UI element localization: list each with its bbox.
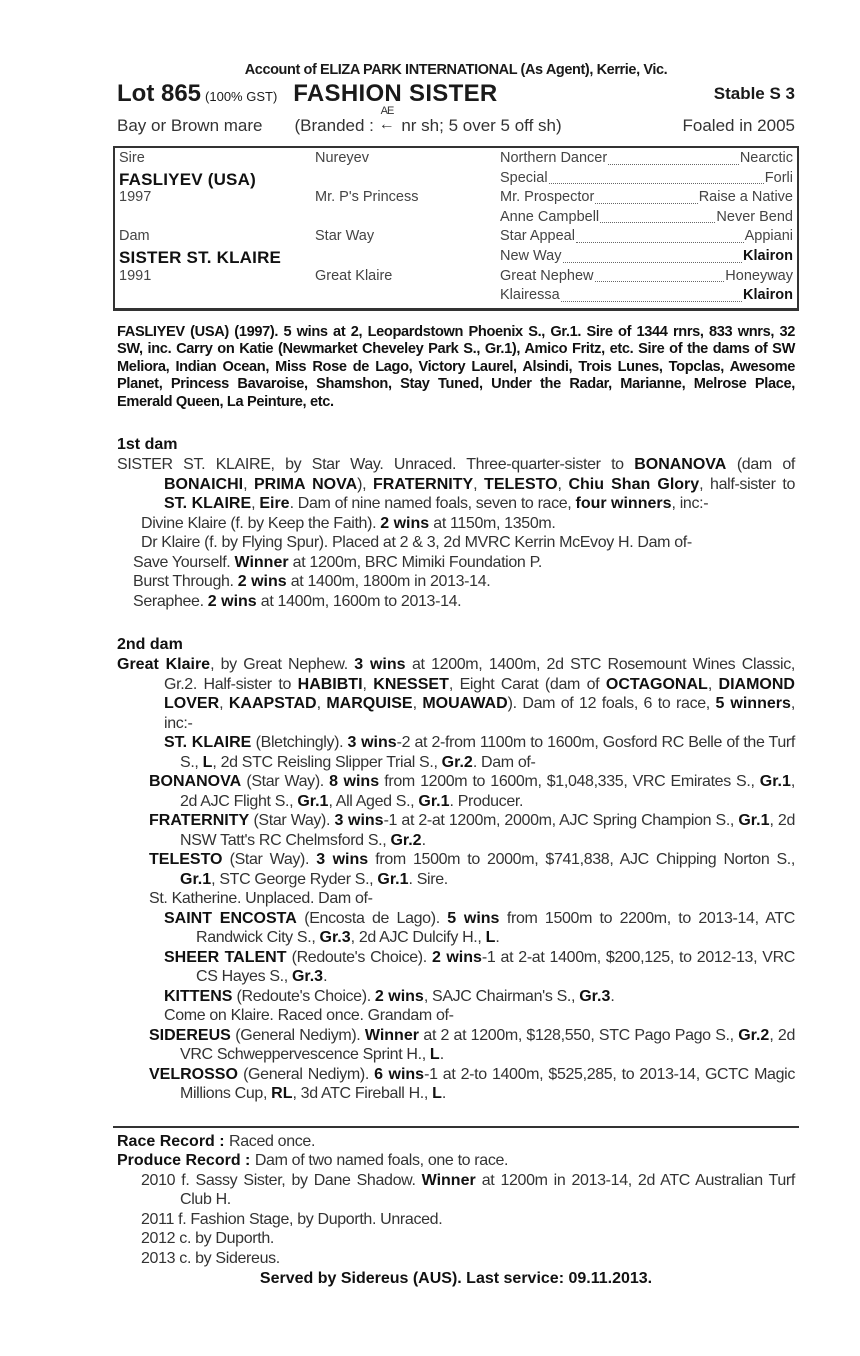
bold-text: Gr.1 — [418, 792, 450, 810]
bold-text: VELROSSO — [149, 1065, 238, 1083]
second-dam-paragraph — [117, 655, 795, 733]
great-grandparent-row — [500, 209, 793, 229]
text: , SAJC Chairman's S., — [423, 987, 580, 1005]
text: . — [323, 968, 328, 986]
text: , — [362, 675, 374, 693]
text: from 1200m to 1600m, $1,048,335, VRC Emirates S., — [379, 773, 760, 791]
records-paragraph — [117, 1210, 795, 1230]
text: Burst Through. — [133, 573, 238, 591]
vendor-account: Account of ELIZA PARK INTERNATIONAL (As Agent), Kerrie, Vic. — [244, 62, 668, 78]
second-dam-paragraph — [117, 1006, 795, 1026]
bold-text: Gr.1 — [377, 870, 409, 888]
leader-dots — [561, 300, 742, 302]
great-grandparent-name: Anne Campbell — [500, 208, 600, 225]
text: , — [316, 695, 327, 713]
text: St. Katherine. Unplaced. Dam of- — [149, 890, 373, 908]
text: -2 at 2-from 1100m to 1600m, Gosford RC Belle of the Turf S., — [180, 734, 795, 771]
text: (Star Way). — [241, 773, 330, 791]
text: at 1400m, 1600m to 2013-14. — [256, 592, 462, 610]
great-grandparent-name: Northern Dancer — [500, 150, 608, 166]
second-dam-paragraph — [117, 889, 795, 909]
records-paragraph — [117, 1249, 795, 1269]
text: 2013 c. by Sidereus. — [141, 1249, 280, 1267]
first-dam-paragraph — [117, 553, 795, 573]
bold-text: Gr.1 — [180, 870, 212, 888]
bold-text: 3 wins — [316, 851, 369, 869]
lot-header — [117, 80, 795, 110]
bold-text: Winner — [421, 1171, 476, 1189]
leader-dots — [595, 202, 697, 204]
bold-text: Race Record : — [117, 1132, 230, 1150]
horse-description — [117, 105, 795, 136]
records-paragraph — [117, 1132, 795, 1152]
bold-text: FRATERNITY — [373, 475, 474, 493]
text: . Dam of nine named foals, seven to race, — [289, 495, 576, 513]
text: from 1500m to 2000m, $741,838, AJC Chipping Norton S., — [368, 851, 795, 869]
text: , 3d ATC Fireball H., — [292, 1085, 433, 1103]
first-dam-heading: 1st dam — [117, 436, 178, 454]
bold-text: KNESSET — [373, 675, 449, 693]
grandsire-paternal: Nureyev — [315, 150, 369, 166]
bold-text: Gr.2 — [390, 831, 422, 849]
records-paragraph — [117, 1171, 795, 1210]
text: (Redoute's Choice). — [232, 987, 375, 1005]
great-grandparent-name: Mr. Prospector — [500, 189, 595, 206]
granddam-maternal: Great Klaire — [315, 267, 393, 284]
bold-text: 2 wins — [431, 948, 482, 966]
sire-year: 1997 — [119, 189, 152, 206]
bold-text: Gr.3 — [291, 968, 324, 986]
second-dam-paragraph — [117, 850, 795, 889]
text: , — [412, 695, 423, 713]
bold-text: Gr.3 — [319, 929, 351, 947]
great-grandparent-name: New Way — [500, 247, 562, 264]
leader-dots — [595, 280, 725, 282]
dam-year: 1991 — [119, 267, 152, 284]
bold-text: RL — [271, 1085, 293, 1103]
great-grandparent-row — [500, 268, 793, 288]
text: . Sire. — [408, 870, 448, 888]
text: -1 at 2-at 1400m, $200,125, to 2012-13, VRC CS Hayes S., — [196, 948, 795, 986]
text: , STC George Ryder S., — [211, 870, 378, 888]
leader-dots — [600, 221, 715, 223]
bold-text: L — [202, 753, 213, 771]
leader-dots — [576, 241, 744, 243]
dam-name: SISTER ST. KLAIRE — [119, 247, 282, 267]
text: 2012 c. by Duporth. — [141, 1230, 274, 1248]
great-grandparent-sire: Appiani — [744, 228, 793, 245]
second-dam-paragraph — [117, 1065, 795, 1104]
text: , 2d VRC Schweppervescence Sprint H., — [180, 1026, 795, 1064]
text: , 2d AJC Flight S., — [180, 773, 796, 810]
bold-text: KITTENS — [164, 987, 233, 1005]
text: , by Great Nephew. — [210, 656, 355, 674]
catalogue-page — [117, 62, 795, 1288]
sire-label: Sire — [119, 150, 145, 166]
text: , half-sister to — [699, 475, 795, 493]
great-grandparent-row — [500, 150, 793, 170]
text: (General Nediym). — [237, 1065, 375, 1083]
brand-mark-icon — [378, 105, 397, 133]
bold-text: Chiu Shan Glory — [568, 475, 700, 493]
text: 2010 f. Sassy Sister, by Dane Shadow. — [141, 1171, 422, 1189]
great-grandparent-sire: Never Bend — [716, 208, 793, 225]
section-divider — [113, 1126, 799, 1128]
bold-text: KAAPSTAD — [228, 695, 317, 713]
text: , 2d STC Reisling Slipper Trial S., — [212, 753, 442, 771]
bold-text: ST. KLAIRE — [164, 734, 252, 752]
bold-text: MARQUISE — [326, 695, 413, 713]
dam-label: Dam — [119, 228, 150, 245]
text: , — [219, 695, 229, 713]
great-grandparent-sire: Klairon — [743, 247, 793, 264]
bold-text: Produce Record : — [117, 1152, 255, 1170]
bold-text: Gr.2 — [441, 753, 473, 771]
first-dam-paragraph — [117, 514, 795, 534]
bold-text: SAINT ENCOSTA — [164, 909, 297, 927]
second-dam-paragraph — [117, 909, 795, 948]
bold-text: Gr.1 — [759, 773, 791, 791]
text: . — [421, 831, 426, 849]
text: , — [251, 495, 260, 513]
bold-text: four winners — [575, 495, 672, 513]
great-grandparent-row — [500, 228, 793, 248]
bold-text: ST. KLAIRE — [164, 495, 252, 513]
bold-text: BONANOVA — [634, 456, 727, 474]
text: from 1500m to 2200m, to 2013-14, ATC Randwick City S., — [196, 909, 795, 947]
foaled-year: Foaled in 2005 — [682, 116, 795, 135]
bold-text: BONAICHI — [164, 475, 244, 493]
bold-text: 5 winners — [715, 695, 791, 713]
bold-text: Great Klaire — [117, 656, 211, 674]
great-grandparent-sire: Honeyway — [725, 267, 793, 284]
second-dam-paragraph — [117, 811, 795, 850]
bold-text: 5 wins — [447, 909, 500, 927]
text: at 1200m in 2013-14, 2d ATC Australian Turf Club H. — [180, 1171, 795, 1209]
bold-text: 6 wins — [374, 1065, 425, 1083]
second-dam-paragraph — [117, 733, 795, 772]
bold-text: 3 wins — [354, 656, 406, 674]
lot-number: Lot 865 — [117, 80, 202, 107]
text: -1 at 2-to 1400m, $525,285, to 2013-14, GCTC Magic Millions Cup, — [180, 1065, 795, 1103]
second-dam-paragraph — [117, 987, 795, 1007]
bold-text: 2 wins — [207, 592, 257, 610]
great-grandparent-row — [500, 248, 793, 268]
text: , 2d NSW Tatt's RC Chelmsford S., — [180, 812, 795, 849]
text: at 1150m, 1350m. — [429, 514, 556, 532]
text: ). Dam of 12 foals, 6 to race, — [507, 695, 716, 713]
text: (General Nediym). — [230, 1026, 365, 1044]
text: . Dam of- — [472, 753, 536, 771]
sire-summary: FASLIYEV (USA) (1997). 5 wins at 2, Leopardstown Phoenix S., Gr.1. Sire of 1344 rnrs, 833 wnrs, 32 SW, inc. Carry on Katie (Newmarket Cheveley Park S., Gr.1), Amico Fritz, etc. Sire of the dams of SW Meliora, Indian Ocean, Miss Rose de Lago, Victory Laurel, Alsindi, Trois Lunes, Topclas, Awesome Planet, Princess Bavaroise, Shamshon, Stay Tuned, Under the Radar, Marianne, Melrose Place, Emerald Queen, La Peinture, etc. — [117, 323, 795, 410]
leader-dots — [608, 163, 739, 165]
records-section — [117, 1132, 795, 1269]
leader-dots — [549, 182, 764, 184]
text: SISTER ST. KLAIRE, by Star Way. Unraced. Three-quarter-sister to — [117, 456, 635, 474]
text: at 1200m, 1400m, 2d STC Rosemount Wines Classic, Gr.2. Half-sister to — [164, 656, 795, 693]
bold-text: L — [429, 1046, 440, 1064]
bold-text: 3 wins — [334, 812, 384, 830]
text: (Star Way). — [222, 851, 317, 869]
text: . — [441, 1085, 446, 1103]
text: (Star Way). — [249, 812, 335, 830]
text: Dam of two named foals, one to race. — [254, 1152, 509, 1170]
text: -1 at 2-at 1200m, 2000m, AJC Spring Champion S., — [383, 812, 739, 830]
bold-text: Gr.1 — [738, 812, 770, 830]
grandsire-maternal: Star Way — [315, 228, 375, 245]
bold-text: L — [485, 929, 496, 947]
text: (Redoute's Choice). — [286, 948, 432, 966]
text: . — [439, 1046, 444, 1064]
bold-text: DIAMOND LOVER — [164, 675, 795, 713]
text: Come on Klaire. Raced once. Grandam of- — [164, 1007, 454, 1025]
brand-letters: AE — [380, 105, 394, 117]
great-grandparent-row — [500, 189, 793, 209]
text: ), — [357, 475, 374, 493]
great-grandparent-sire: Klairon — [743, 287, 793, 304]
bold-text: HABIBTI — [297, 675, 363, 693]
brand-arrow-icon: ← — [378, 116, 395, 133]
bold-text: TELESTO — [149, 851, 223, 869]
second-dam-heading: 2nd dam — [117, 636, 183, 654]
second-dam-paragraph — [117, 948, 795, 987]
granddam-paternal: Mr. P's Princess — [315, 189, 419, 206]
text: , — [707, 675, 719, 693]
great-grandparent-sire: Forli — [764, 169, 793, 186]
text: , inc:- — [164, 695, 795, 732]
horse-name: FASHION SISTER — [293, 80, 498, 107]
text: Seraphee. — [133, 592, 208, 610]
records-paragraph — [117, 1229, 795, 1249]
sire-name: FASLIYEV (USA) — [119, 169, 256, 189]
second-dam-paragraph — [117, 1026, 795, 1065]
great-grandparent-name: Great Nephew — [500, 267, 594, 284]
bold-text: L — [432, 1085, 442, 1103]
text: at 2 at 1200m, $128,550, STC Pago Pago S., — [418, 1026, 739, 1044]
brand-info — [294, 105, 562, 136]
great-grandparent-name: Klairessa — [500, 287, 560, 304]
great-grandparent-row — [500, 287, 793, 307]
bold-text: SHEER TALENT — [164, 948, 287, 966]
first-dam-paragraph — [117, 455, 795, 514]
bold-text: MOUAWAD — [422, 695, 508, 713]
bold-text: 8 wins — [329, 773, 380, 791]
bold-text: SIDEREUS — [149, 1026, 231, 1044]
great-grandparent-row — [500, 170, 793, 190]
text: , All Aged S., — [328, 792, 419, 810]
bold-text: BONANOVA — [149, 773, 242, 791]
second-dam-paragraph — [117, 772, 795, 811]
text: , 2d AJC Dulcify H., — [350, 929, 486, 947]
text: . — [610, 987, 615, 1005]
text: Raced once. — [229, 1132, 316, 1150]
bold-text: 2 wins — [380, 514, 430, 532]
bold-text: PRIMA NOVA — [254, 475, 358, 493]
text: , — [557, 475, 569, 493]
bold-text: OCTAGONAL — [605, 675, 708, 693]
bold-text: 3 wins — [347, 734, 397, 752]
first-dam-paragraph — [117, 533, 795, 553]
bold-text: Eire — [259, 495, 290, 513]
first-dam-paragraph — [117, 572, 795, 592]
service-note: Served by Sidereus (AUS). Last service: 09.11.2013. — [259, 1270, 653, 1288]
text: . — [495, 929, 500, 947]
first-dam-paragraph — [117, 592, 795, 612]
great-grandparent-sire: Raise a Native — [698, 189, 793, 206]
bold-text: Winner — [364, 1026, 419, 1044]
bold-text: 2 wins — [374, 987, 424, 1005]
records-paragraph — [117, 1151, 795, 1171]
bold-text: Gr.1 — [297, 792, 329, 810]
first-dam-section — [117, 435, 795, 611]
second-dam-section — [117, 635, 795, 1104]
great-grandparent-sire: Nearctic — [739, 150, 793, 166]
bold-text: Gr.3 — [579, 987, 611, 1005]
bold-text: TELESTO — [484, 475, 558, 493]
text: , — [473, 475, 485, 493]
colour-sex: Bay or Brown mare — [117, 116, 263, 135]
leader-dots — [563, 261, 743, 263]
text: Divine Klaire (f. by Keep the Faith). — [141, 514, 381, 532]
text: . Producer. — [449, 792, 524, 810]
branded-suffix: nr sh; 5 over 5 off sh) — [396, 116, 562, 135]
text: Save Yourself. — [133, 553, 235, 571]
text: at 1200m, BRC Mimiki Foundation P. — [288, 553, 542, 571]
text: 2011 f. Fashion Stage, by Duporth. Unraced. — [141, 1210, 443, 1228]
great-grandparent-name: Star Appeal — [500, 228, 575, 245]
text: (Bletchingly). — [251, 734, 348, 752]
bold-text: FRATERNITY — [149, 812, 250, 830]
text: (Encosta de Lago). — [296, 909, 448, 927]
bold-text: 2 wins — [237, 573, 287, 591]
great-grandparent-name: Special — [500, 169, 548, 186]
text: , — [243, 475, 254, 493]
bold-text: Winner — [234, 553, 289, 571]
stable-location: Stable S 3 — [713, 84, 795, 103]
bold-text: Gr.2 — [738, 1026, 770, 1044]
text: , Eight Carat (dam of — [448, 675, 606, 693]
pedigree-table — [113, 146, 799, 311]
text: (dam of — [726, 456, 795, 474]
text: , inc:- — [671, 495, 709, 513]
gst-note: (100% GST) — [205, 89, 278, 104]
text: Dr Klaire (f. by Flying Spur). Placed at 2 & 3, 2d MVRC Kerrin McEvoy H. Dam of- — [141, 534, 692, 552]
branded-prefix: (Branded : — [294, 116, 379, 135]
text: at 1400m, 1800m in 2013-14. — [286, 573, 491, 591]
